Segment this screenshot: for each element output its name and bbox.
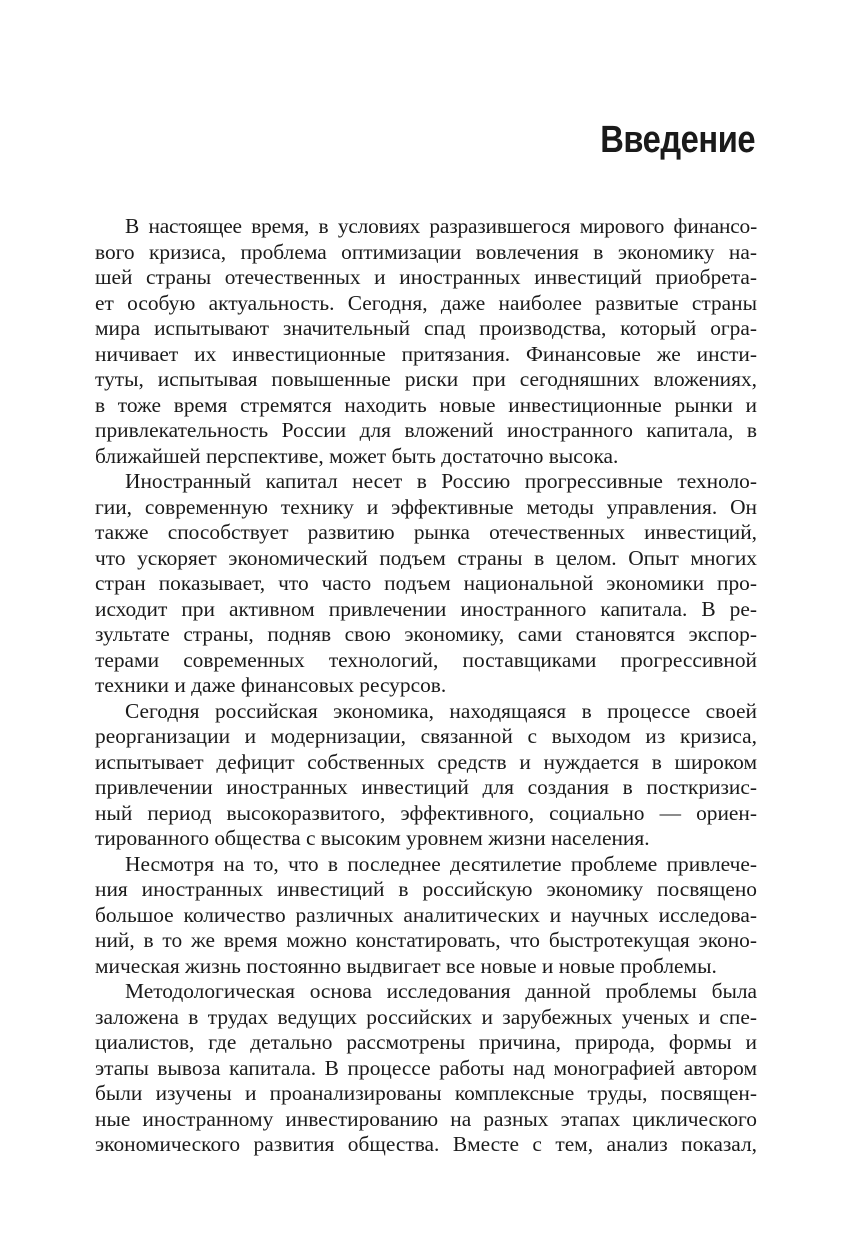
- text-line: мира испытывают значительный спад производства, который огра-: [95, 316, 757, 340]
- paragraph: [95, 469, 757, 699]
- text-line: также способствует развитию рынка отечественных инвестиций,: [95, 520, 757, 544]
- text-line: исходит при активном привлечении иностранного капитала. В ре-: [95, 596, 757, 621]
- text-line: терами современных технологий, поставщиками прогрессивной: [95, 647, 757, 672]
- text-line: что ускоряет экономический подъем страны в целом. Опыт многих: [95, 545, 757, 570]
- text-line: Сегодня российская экономика, находящаяся в процессе своей: [125, 698, 757, 723]
- text-line: привлекательность России для вложений иностранного капитала, в: [95, 418, 757, 442]
- chapter-title: Введение: [600, 119, 755, 161]
- paragraph: [95, 214, 757, 469]
- text-line: зультате страны, подняв свою экономику, сами становятся экспор-: [95, 622, 757, 646]
- text-line: Несмотря на то, что в последнее десятилетие проблеме привлече-: [125, 851, 757, 876]
- paragraph: [95, 699, 757, 852]
- text-line: в тоже время стремятся находить новые инвестиционные рынки и: [95, 392, 757, 417]
- text-line: шей страны отечественных и иностранных инвестиций приобрета-: [95, 265, 757, 289]
- text-line: стран показывает, что часто подъем национальной экономики про-: [95, 571, 757, 595]
- text-line: ный период высокоразвитого, эффективного, социально — ориен-: [95, 800, 757, 825]
- text-line: привлечении иностранных инвестиций для создания в посткризис-: [95, 775, 757, 799]
- text-line: вого кризиса, проблема оптимизации вовлечения в экономику на-: [95, 239, 757, 264]
- text-line: Методологическая основа исследования данной проблемы была: [125, 979, 757, 1003]
- text-line: ные иностранному инвестированию на разных этапах циклического: [95, 1106, 757, 1131]
- text-line: туты, испытывая повышенные риски при сегодняшних вложениях,: [95, 367, 757, 391]
- text-line: большое количество различных аналитических и научных исследова-: [95, 902, 757, 927]
- text-line: ния иностранных инвестиций в российскую экономику посвящено: [95, 877, 757, 901]
- text-line: В настоящее время, в условиях разразившегося мирового финансо-: [125, 214, 757, 238]
- body-text: [95, 214, 757, 1158]
- text-line: заложена в трудах ведущих российских и зарубежных ученых и спе-: [95, 1004, 757, 1029]
- text-line: ний, в то же время можно констатировать, что быстротекущая эконо-: [95, 928, 757, 952]
- text-line: циалистов, где детально рассмотрены причина, природа, формы и: [95, 1030, 757, 1054]
- paragraph: [95, 852, 757, 980]
- text-line: мическая жизнь постоянно выдвигает все новые и новые проблемы.: [95, 953, 717, 978]
- paragraph: [95, 979, 757, 1158]
- text-line: техники и даже финансовых ресурсов.: [95, 673, 447, 697]
- text-line: Иностранный капитал несет в Россию прогрессивные техноло-: [125, 469, 757, 493]
- text-line: гии, современную технику и эффективные методы управления. Он: [95, 494, 757, 519]
- text-line: были изучены и проанализированы комплексные труды, посвящен-: [95, 1081, 757, 1105]
- text-line: ближайшей перспективе, может быть достаточно высока.: [95, 443, 619, 468]
- text-line: этапы вывоза капитала. В процессе работы над монографией автором: [95, 1055, 757, 1080]
- text-line: испытывает дефицит собственных средств и нуждается в широком: [95, 749, 757, 774]
- text-line: тированного общества с высоким уровнем жизни населения.: [95, 826, 650, 850]
- text-line: экономического развития общества. Вместе с тем, анализ показал,: [95, 1132, 757, 1156]
- text-line: ничивает их инвестиционные притязания. Финансовые же инсти-: [95, 341, 757, 366]
- text-line: ет особую актуальность. Сегодня, даже наиболее развитые страны: [95, 290, 757, 315]
- text-line: реорганизации и модернизации, связанной с выходом из кризиса,: [95, 724, 757, 748]
